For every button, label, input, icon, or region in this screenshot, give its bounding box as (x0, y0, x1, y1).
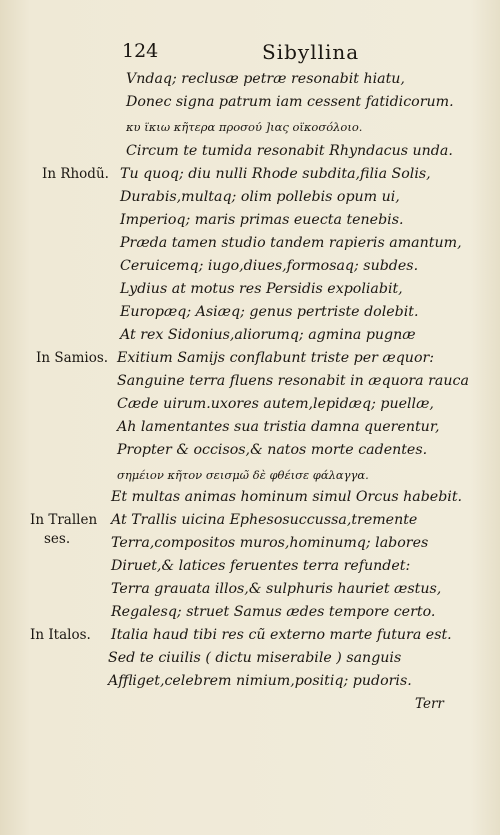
verse-line: Donec signa patrum iam cessent fatidicorum. (126, 94, 454, 110)
verse-line: Ceruicemq; iugo,diues,formosaq; subdes. (120, 258, 419, 274)
verse-line: Terra,compositos muros,hominumq; labores (111, 535, 429, 551)
verse-line: Terra grauata illos,& sulphuris hauriet æstus, (111, 581, 442, 597)
verse-line: At Trallis uicina Ephesosuccussa,tremente (111, 512, 418, 528)
verse-line: Et multas animas hominum simul Orcus habebit. (111, 489, 463, 505)
verse-line: Regalesq; struet Samus ædes tempore certo. (111, 604, 436, 620)
verse-line: Circum te tumida resonabit Rhyndacus unda. (126, 143, 453, 159)
running-head: Sibyllina (262, 40, 360, 64)
verse-line: Cæde uirum.uxores autem,lepidæq; puellæ, (117, 396, 434, 412)
verse-line: Europæq; Asiæq; genus pertriste dolebit. (120, 304, 419, 320)
verse-line: Italia haud tibi res cũ externo marte futura est. (111, 627, 452, 643)
catchword: Terr (415, 696, 444, 712)
margin-note: In Samios. (36, 350, 109, 366)
verse-line: Durabis,multaq; olim pollebis opum ui, (120, 189, 400, 205)
verse-line: At rex Sidonius,aliorumq; agmina pugnæ (120, 327, 416, 343)
verse-line: Propter & occisos,& natos morte cadentes. (117, 442, 428, 458)
margin-note: In Rhodũ. (42, 166, 109, 182)
verse-line: Ah lamentantes sua tristia damna querentur, (117, 419, 440, 435)
verse-line: Vndaq; reclusæ petræ resonabit hiatu, (126, 71, 405, 87)
margin-note: In Trallen (30, 512, 98, 528)
verse-line: Tu quoq; diu nulli Rhode subdita,filia Solis, (120, 166, 431, 182)
verse-line: Affliget,celebrem nimium,positiq; pudoris. (108, 673, 412, 689)
page-header (122, 40, 462, 66)
verse-line: Sanguine terra fluens resonabit in æquora rauca (117, 373, 469, 389)
margin-note: ses. (44, 531, 71, 547)
page-number: 124 (122, 40, 159, 62)
greek-line: κυ ϊκιω κη̃τερα προσού ]ιας οϊκοσόλοιο. (126, 120, 363, 134)
verse-line: Sed te ciuilis ( dictu miserabile ) sanguis (108, 650, 402, 666)
verse-line: Imperioq; maris primas euecta tenebis. (120, 212, 404, 228)
verse-line: Lydius at motus res Persidis expoliabit, (120, 281, 403, 297)
verse-line: Diruet,& latices feruentes terra refundet: (111, 558, 411, 574)
margin-note: In Italos. (30, 627, 91, 643)
greek-line: σημέιον κη̃τον σεισμω̃ δὲ φθέισε φάλαγγα. (117, 468, 369, 482)
verse-line: Exitium Samijs conflabunt triste per æquor: (117, 350, 435, 366)
verse-line: Præda tamen studio tandem rapieris amantum, (120, 235, 462, 251)
